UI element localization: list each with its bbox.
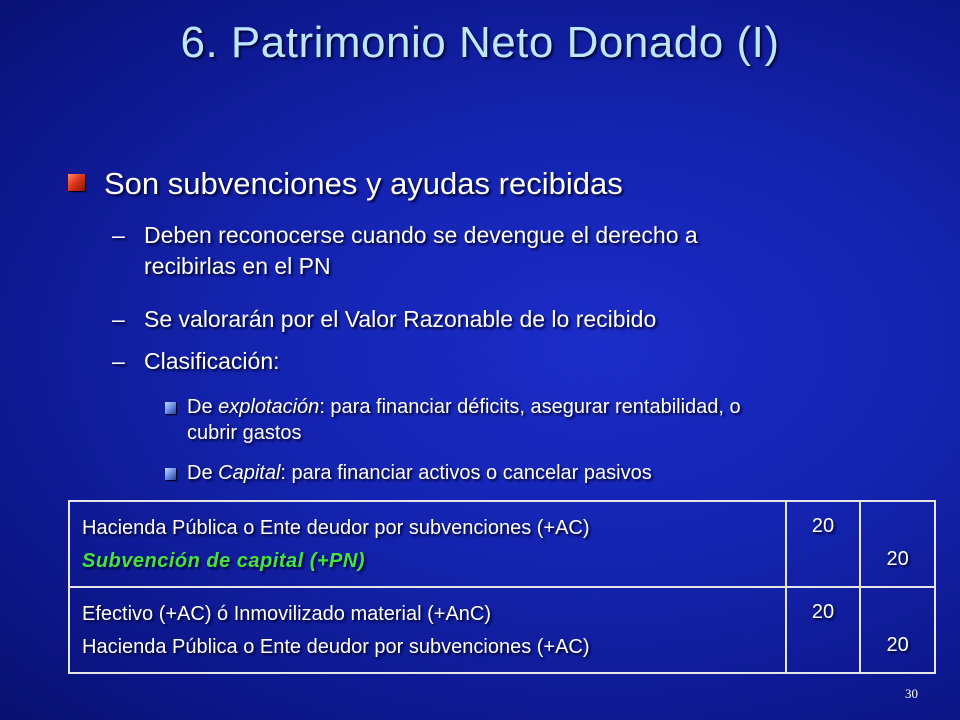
dash-marker: – <box>112 222 125 248</box>
credit-amount: 20 <box>860 501 935 587</box>
journal-entries-table <box>68 500 936 674</box>
debit-account: Efectivo (+AC) ó Inmovilizado material (+AnC) <box>82 603 492 625</box>
sub-item-2 <box>112 306 657 333</box>
debit-amount: 20 <box>786 501 861 587</box>
dash-marker: – <box>112 306 125 332</box>
sub-item-3-text: Clasificación: <box>144 348 280 374</box>
classification-capital <box>187 462 652 485</box>
sub-item-1-line-2: recibirlas en el PN <box>144 253 331 279</box>
dash-marker: – <box>112 348 125 374</box>
debit-amount: 20 <box>786 587 861 673</box>
blue-square-bullet-icon <box>165 402 176 414</box>
capital-desc: : para financiar activos o cancelar pasivos <box>280 462 652 484</box>
term-explotacion: explotación <box>218 396 320 418</box>
blue-square-bullet-icon <box>165 468 176 480</box>
credit-account: Hacienda Pública o Ente deudor por subvenciones (+AC) <box>82 636 590 658</box>
sub-item-1 <box>112 222 698 280</box>
sub-item-1-line-1: Deben reconocerse cuando se devengue el derecho a <box>144 222 698 248</box>
sub-item-2-text: Se valorarán por el Valor Razonable de lo recibido <box>144 306 657 332</box>
table-row <box>69 501 935 587</box>
prefix-text: De <box>187 462 219 484</box>
sub-item-3 <box>112 348 280 375</box>
credit-amount: 20 <box>860 587 935 673</box>
account-cell <box>69 587 786 673</box>
main-bullet-text: Son subvenciones y ayudas recibidas <box>104 166 623 201</box>
account-cell <box>69 501 786 587</box>
debit-account: Hacienda Pública o Ente deudor por subvenciones (+AC) <box>82 517 590 539</box>
page-number: 30 <box>905 686 918 701</box>
main-bullet <box>104 166 623 202</box>
term-capital: Capital <box>218 462 281 484</box>
credit-account: Subvención de capital (+PN) <box>82 550 366 572</box>
explotacion-desc-line-2: cubrir gastos <box>187 422 302 444</box>
classification-explotacion <box>187 396 741 445</box>
red-square-bullet-icon <box>68 174 85 191</box>
explotacion-desc: : para financiar déficits, asegurar rentabilidad, o <box>319 396 741 418</box>
slide-title: 6. Patrimonio Neto Donado (I) <box>180 18 780 67</box>
prefix-text: De <box>187 396 219 418</box>
table-row <box>69 587 935 673</box>
